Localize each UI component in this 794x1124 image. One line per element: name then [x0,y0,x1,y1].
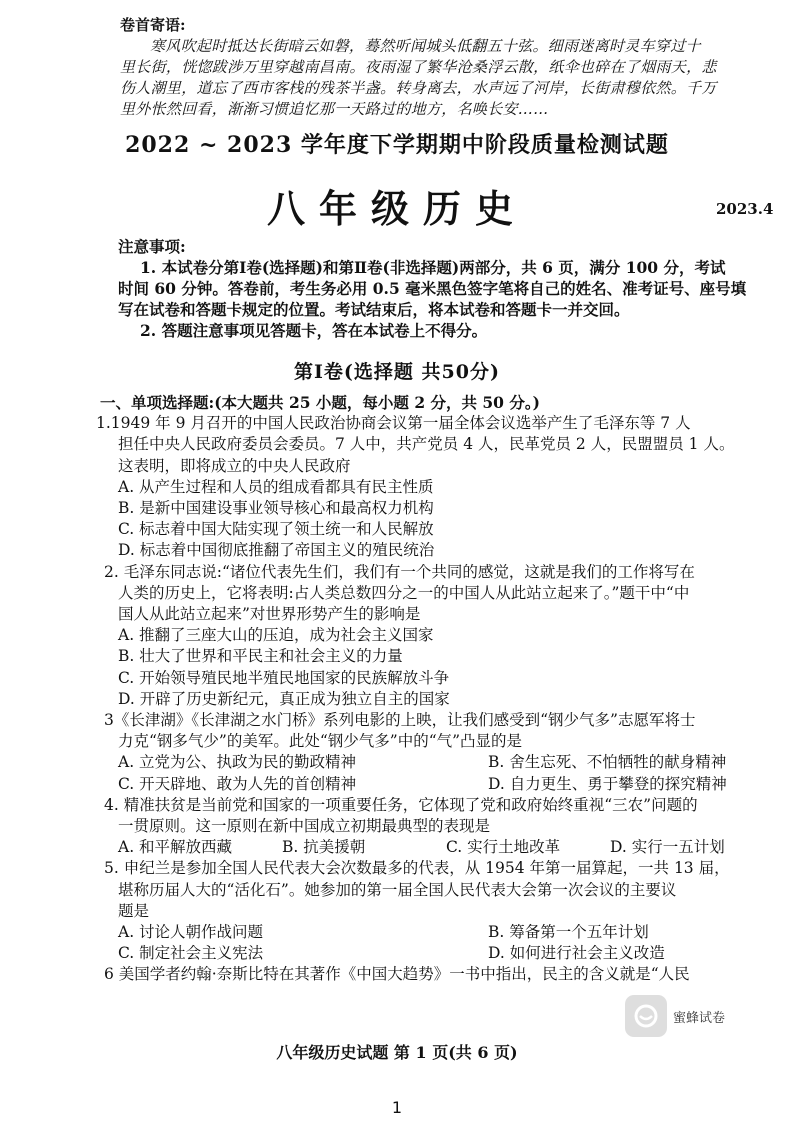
question-3 [104,710,788,795]
option-b: B. 是新中国建设事业领导核心和最高权力机构 [118,499,434,518]
option-d: D. 实行一五计划 [610,838,725,857]
message-line: 伤人潮里，道忘了西市客栈的残茶半盏。转身离去，水声远了河岸，长街肃穆依然。千万 [120,79,717,97]
question-5 [104,858,788,964]
options-row [104,774,788,795]
question-2 [104,562,788,710]
question-area [96,392,788,986]
notes-line: 2. 答题注意事项见答题卡，答在本试卷上不得分。 [140,321,488,340]
option-b: B. 抗美援朝 [282,838,366,857]
section-title: 第Ⅰ卷(选择题 共50分) [294,361,500,383]
exam-date: 2023.4 [716,200,774,218]
notes-block [118,236,783,341]
option-b: B. 壮大了世界和平民主和社会主义的力量 [118,647,403,666]
option-a: A. 推翻了三座大山的压迫，成为社会主义国家 [118,626,434,645]
question-stem-line: 2. 毛泽东同志说:“诸位代表先生们，我们有一个共同的感觉，这就是我们的工作将写在 [104,562,695,581]
option-a: A. 讨论人朝作战问题 [118,923,264,942]
question-stem-line: 堪称历届人大的“活化石”。她参加的第一届全国人民代表大会第一次会议的主要议 [118,880,677,899]
message-title: 卷首寄语: [120,16,186,34]
option-a: A. 和平解放西藏 [118,838,233,857]
part-heading: 一、单项选择题:(本大题共 25 小题，每小题 2 分，共 50 分。) [100,393,540,412]
option-c: C. 实行土地改革 [446,838,561,857]
message-line: 寒风吹起时抵达长街暗云如磐，蓦然听闻城头低翻五十弦。细雨迷离时灵车穿过十 [150,37,701,55]
options-row [104,943,788,964]
question-stem-line: 人类的历史上，它将表明:占人类总数四分之一的中国人从此站立起来了。”题干中“中 [118,583,690,602]
question-stem-line: 题是 [118,901,150,920]
options-row [104,837,788,858]
page-footer: 八年级历史试题 第 1 页(共 6 页) [276,1043,518,1062]
options-row [104,922,788,943]
question-stem-line: 这表明，即将成立的中央人民政府 [118,456,351,475]
option-c: C. 开始领导殖民地半殖民地国家的民族解放斗争 [118,668,450,687]
question-stem-line: 一贯原则。这一原则在新中国成立初期最典型的表现是 [118,817,491,836]
option-b: B. 筹备第一个五年计划 [488,923,649,942]
question-stem-line: 3《长津湖》《长津湖之水门桥》系列电影的上映，让我们感受到“钢少气多”志愿军将士 [104,711,696,730]
options-row [104,752,788,773]
question-stem-line: 国人从此站立起来”对世界形势产生的影响是 [118,605,421,624]
watermark-text: 蜜蜂试卷 [673,1010,726,1026]
subject-title: 八年级历史 [266,186,527,231]
option-d: D. 标志着中国彻底推翻了帝国主义的殖民统治 [118,541,435,560]
option-c: C. 标志着中国大陆实现了领土统一和人民解放 [118,520,434,539]
notes-heading: 注意事项: [118,237,186,256]
option-a: A. 立党为公、执政为民的勤政精神 [118,753,357,772]
option-d: D. 自力更生、勇于攀登的探究精神 [488,774,727,793]
question-stem-line: 6 美国学者约翰·奈斯比特在其著作《中国大趋势》一书中指出，民主的含义就是“人民 [104,965,690,984]
option-c: C. 制定社会主义宪法 [118,944,264,963]
option-d: D. 如何进行社会主义改造 [488,944,665,963]
option-c: C. 开天辟地、敢为人先的首创精神 [118,774,357,793]
bee-logo-icon [625,995,667,1037]
message-line: 里外怅然回看，渐渐习惯追忆那一天路过的地方，名唤长安…… [120,100,549,118]
question-1 [96,413,788,561]
option-b: B. 舍生忘死、不怕牺牲的献身精神 [488,753,727,772]
question-stem-line: 4. 精准扶贫是当前党和国家的一项重要任务，它体现了党和政府始终重视“三农”问题的 [104,795,698,814]
option-a: A. 从产生过程和人员的组成看都具有民主性质 [118,477,434,496]
notes-line: 时间 60 分钟。答卷前，考生务必用 0.5 毫米黑色签字笔将自己的姓名、准考证号、座号填 [118,279,747,298]
question-stem-line: 1.1949 年 9 月召开的中国人民政治协商会议第一届全体会议选举产生了毛泽东等 7 人 [96,414,691,433]
watermark [625,995,725,1037]
question-stem-line: 力克“钢多气少”的美军。此处“钢少气多”中的“气”凸显的是 [118,732,523,751]
exam-title: 2022 ~ 2023 学年度下学期期中阶段质量检测试题 [125,132,669,158]
question-stem-line: 5. 申纪兰是参加全国人民代表大会次数最多的代表，从 1954 年第一届算起，一共 13 届， [104,859,730,878]
question-stem-line: 担任中央人民政府委员会委员。7 人中，共产党员 4 人，民革党员 2 人，民盟盟员 1 人。 [118,435,735,454]
question-4 [104,795,788,859]
question-6 [104,964,788,985]
message-line: 里长街，恍惚跋涉万里穿越南昌南。夜雨湿了繁华沧桑浮云散，纸伞也碎在了烟雨天，悲 [120,58,717,76]
page-number: 1 [391,1098,403,1117]
notes-line: 1. 本试卷分第Ⅰ卷(选择题)和第Ⅱ卷(非选择题)两部分，共 6 页，满分 100 分，考试 [140,258,726,277]
opening-message [120,36,775,120]
notes-line: 写在试卷和答题卡规定的位置。考试结束后，将本试卷和答题卡一并交回。 [118,300,630,319]
option-d: D. 开辟了历史新纪元，真正成为独立自主的国家 [118,689,450,708]
